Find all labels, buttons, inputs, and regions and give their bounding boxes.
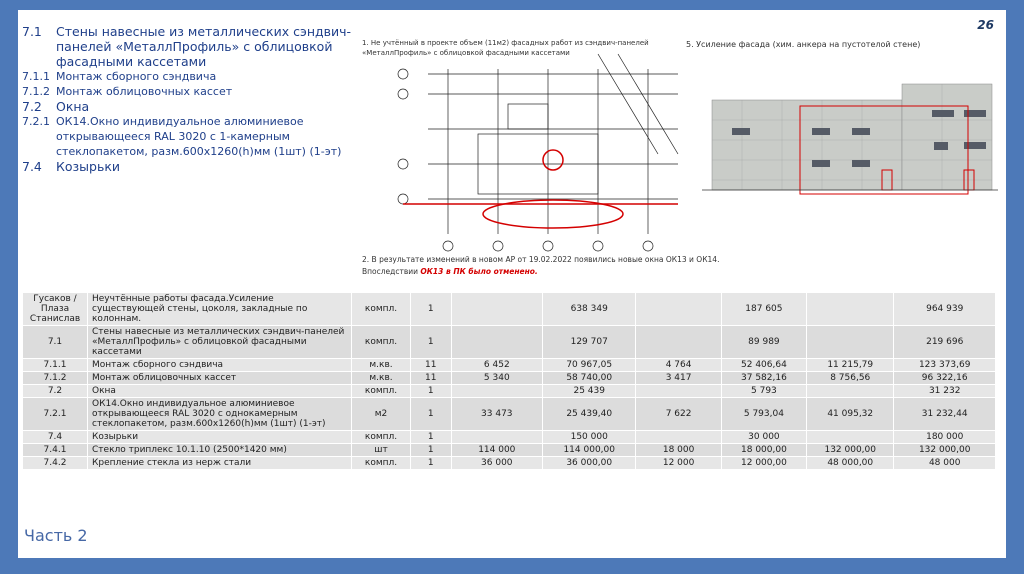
table-cell [807, 385, 894, 398]
toc-item-text: Козырьки [56, 159, 121, 174]
table-cell: 25 439,40 [543, 398, 636, 431]
table-cell: 1 [410, 444, 451, 457]
toc-item-number: 7.2 [22, 99, 42, 114]
table-cell: 1 [410, 431, 451, 444]
table-row [23, 385, 996, 398]
table-cell: 70 967,05 [543, 359, 636, 372]
note-new-windows [362, 254, 782, 278]
table-cell: компл. [352, 385, 411, 398]
toc-item-text: Монтаж сборного сэндвича [56, 70, 217, 83]
toc-item-text: Монтаж облицовочных кассет [56, 85, 233, 98]
table-cell: 7.4 [23, 431, 88, 444]
table-cell: м.кв. [352, 372, 411, 385]
table-cell: 36 000 [451, 457, 542, 470]
toc-item [22, 114, 352, 159]
table-cell: 1 [410, 385, 451, 398]
toc-item [22, 84, 352, 99]
table-cell: компл. [352, 293, 411, 326]
table-cell: шт [352, 444, 411, 457]
table-cell: 36 000,00 [543, 457, 636, 470]
toc-item-number: 7.2.1 [22, 115, 50, 128]
table-cell: 638 349 [543, 293, 636, 326]
toc-item-text: Стены навесные из металлических сэндвич-панелей «МеталлПрофиль» с облицовкой фасадными кассетами [56, 24, 352, 69]
table-cell: 11 [410, 359, 451, 372]
toc-item-number: 7.1 [22, 24, 42, 39]
table-cell: 132 000,00 [894, 444, 996, 457]
table-cell: 7.2 [23, 385, 88, 398]
toc-item [22, 24, 352, 69]
table-cell: 33 473 [451, 398, 542, 431]
note-unaccounted-volume: 1. Не учтённый в проекте объем (11м2) фасадных работ из сэндвич-панелей «МеталлПрофиль» с облицовкой фасадными кассетами [362, 39, 649, 57]
table-cell: 187 605 [721, 293, 806, 326]
note-cancelled: ОК13 в ПК было отменено. [420, 267, 538, 276]
toc-item-number: 7.1.1 [22, 70, 50, 83]
toc-item [22, 159, 352, 174]
table-cell: 18 000,00 [721, 444, 806, 457]
table-cell: 37 582,16 [721, 372, 806, 385]
table-cell: 7.1 [23, 326, 88, 359]
table-cell [451, 431, 542, 444]
table-cell: 5 340 [451, 372, 542, 385]
table-cell: 219 696 [894, 326, 996, 359]
table-cell [451, 326, 542, 359]
table-cell: ОК14.Окно индивидуальное алюминиевое открывающееся RAL 3020 с однокамерным стеклопакетом, разм.600х1260(h)мм (1шт) (1-эт) [88, 398, 352, 431]
note-facade-reinforcement: 5. Усиление фасада (хим. анкера на пустотелой стене) [686, 40, 921, 49]
table-of-contents [22, 24, 352, 174]
table-cell: 25 439 [543, 385, 636, 398]
table-cell: 41 095,32 [807, 398, 894, 431]
table-cell: 114 000,00 [543, 444, 636, 457]
table-row [23, 372, 996, 385]
table-cell: 4 764 [636, 359, 721, 372]
table-cell: 58 740,00 [543, 372, 636, 385]
table-cell: 123 373,69 [894, 359, 996, 372]
table-cell: 12 000 [636, 457, 721, 470]
table-cell: 18 000 [636, 444, 721, 457]
table-cell: компл. [352, 431, 411, 444]
toc-item-number: 7.1.2 [22, 85, 50, 98]
part-label: Часть 2 [24, 526, 88, 545]
table-row [23, 431, 996, 444]
table-cell: Монтаж облицовочных кассет [88, 372, 352, 385]
table-cell: 1 [410, 293, 451, 326]
table-cell: Стены навесные из металлических сэндвич-панелей «МеталлПрофиль» с облицовкой фасадными кассетами [88, 326, 352, 359]
table-cell [451, 385, 542, 398]
table-row [23, 398, 996, 431]
page-number: 26 [977, 18, 994, 32]
table-cell: 114 000 [451, 444, 542, 457]
table-cell: 1 [410, 398, 451, 431]
facade-elevation [702, 70, 998, 210]
table-cell: 31 232 [894, 385, 996, 398]
table-cell [636, 326, 721, 359]
table-cell [451, 293, 542, 326]
table-cell: 48 000,00 [807, 457, 894, 470]
table-cell: 7.1.2 [23, 372, 88, 385]
table-cell: Неучтённые работы фасада.Усиление существующей стены, цоколя, закладные по колоннам. [88, 293, 352, 326]
table-cell [807, 326, 894, 359]
table-cell: 89 989 [721, 326, 806, 359]
table-cell: 7.4.1 [23, 444, 88, 457]
table-row [23, 359, 996, 372]
table-cell: 180 000 [894, 431, 996, 444]
table-cell [636, 385, 721, 398]
table-row [23, 457, 996, 470]
table-cell: 12 000,00 [721, 457, 806, 470]
estimate-table [22, 292, 996, 470]
note-new-windows-line2 [362, 266, 782, 278]
table-cell [807, 431, 894, 444]
table-cell: 30 000 [721, 431, 806, 444]
table-cell [807, 293, 894, 326]
table-row [23, 326, 996, 359]
table-cell: 1 [410, 326, 451, 359]
table-cell: м.кв. [352, 359, 411, 372]
table-cell [636, 293, 721, 326]
note-new-windows-text: Впоследствии [362, 267, 421, 276]
table-cell: 48 000 [894, 457, 996, 470]
table-cell: 5 793 [721, 385, 806, 398]
table-cell: м2 [352, 398, 411, 431]
table-cell: 132 000,00 [807, 444, 894, 457]
floor-plan-drawing [358, 34, 688, 264]
table-cell: Монтаж сборного сэндвича [88, 359, 352, 372]
table-cell: 5 793,04 [721, 398, 806, 431]
table-cell: Гусаков /Плаза Станислав [23, 293, 88, 326]
table-cell: 7.4.2 [23, 457, 88, 470]
table-cell: Козырьки [88, 431, 352, 444]
toc-item [22, 69, 352, 84]
toc-item [22, 99, 352, 114]
toc-item-number: 7.4 [22, 159, 42, 174]
table-cell: 3 417 [636, 372, 721, 385]
table-cell: 11 215,79 [807, 359, 894, 372]
toc-item-text: Окна [56, 99, 90, 114]
table-cell: 31 232,44 [894, 398, 996, 431]
table-row [23, 293, 996, 326]
table-cell: 11 [410, 372, 451, 385]
table-cell: 964 939 [894, 293, 996, 326]
table-cell: 7.1.1 [23, 359, 88, 372]
table-cell: компл. [352, 457, 411, 470]
table-cell [636, 431, 721, 444]
table-cell: Стекло триплекс 10.1.10 (2500*1420 мм) [88, 444, 352, 457]
slide [18, 10, 1006, 558]
note-new-windows-line1: 2. В результате изменений в новом АР от 19.02.2022 появились новые окна ОК13 и ОК14. [362, 255, 720, 264]
table-cell: 7.2.1 [23, 398, 88, 431]
toc-item-text: ОК14.Окно индивидуальное алюминиевое открывающееся RAL 3020 с 1-камерным стеклопакетом, разм.600х1260(h)мм (1шт) (1-эт) [56, 115, 342, 158]
table-row [23, 444, 996, 457]
table-cell: 6 452 [451, 359, 542, 372]
table-cell: Окна [88, 385, 352, 398]
table-cell: 1 [410, 457, 451, 470]
table-cell: 8 756,56 [807, 372, 894, 385]
table-cell: Крепление стекла из нерж стали [88, 457, 352, 470]
table-cell: 150 000 [543, 431, 636, 444]
table-cell: 96 322,16 [894, 372, 996, 385]
table-cell: 7 622 [636, 398, 721, 431]
table-cell: 52 406,64 [721, 359, 806, 372]
table-cell: компл. [352, 326, 411, 359]
table-cell: 129 707 [543, 326, 636, 359]
